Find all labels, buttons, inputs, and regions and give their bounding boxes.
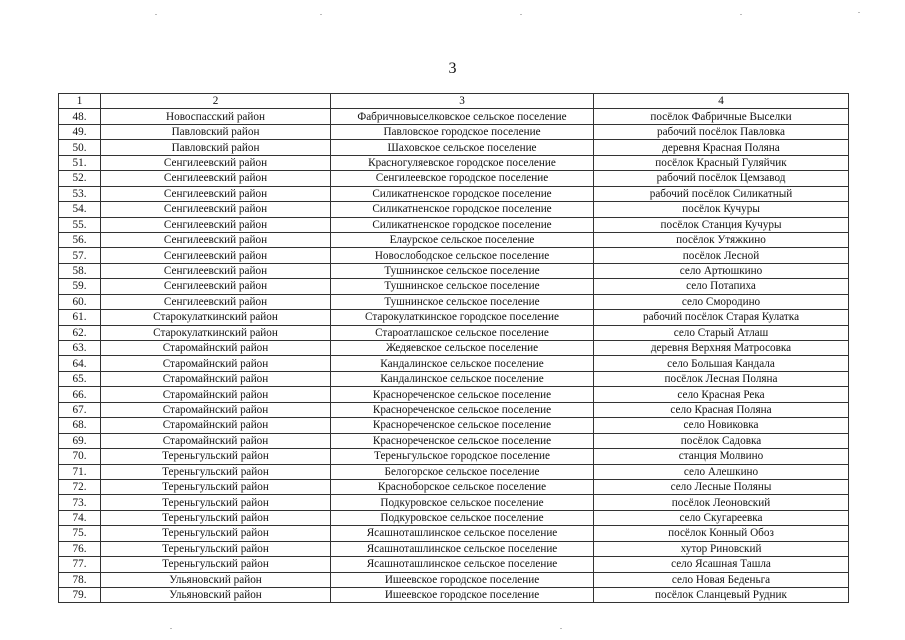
table-row bbox=[59, 402, 849, 417]
column-number-header: 1 bbox=[59, 94, 101, 109]
row-number-cell: 61. bbox=[59, 310, 101, 325]
settlement-cell: Новослободское сельское поселение bbox=[331, 248, 594, 263]
settlement-cell: Тушнинское сельское поселение bbox=[331, 279, 594, 294]
table-row bbox=[59, 356, 849, 371]
table-row bbox=[59, 232, 849, 247]
row-number-cell: 58. bbox=[59, 263, 101, 278]
settlement-cell: Красноборское сельское поселение bbox=[331, 479, 594, 494]
table-row bbox=[59, 341, 849, 356]
table-row bbox=[59, 217, 849, 232]
locality-cell: деревня Красная Поляна bbox=[594, 140, 849, 155]
locality-cell: посёлок Сланцевый Рудник bbox=[594, 588, 849, 603]
table-row bbox=[59, 263, 849, 278]
settlement-cell: Ясашноташлинское сельское поселение bbox=[331, 526, 594, 541]
district-cell: Сенгилеевский район bbox=[101, 232, 331, 247]
locality-cell: село Красная Река bbox=[594, 387, 849, 402]
settlement-cell: Павловское городское поселение bbox=[331, 124, 594, 139]
settlement-cell: Фабричновыселковское сельское поселение bbox=[331, 109, 594, 124]
table-row bbox=[59, 186, 849, 201]
district-cell: Ульяновский район bbox=[101, 572, 331, 587]
settlement-cell: Подкуровское сельское поселение bbox=[331, 495, 594, 510]
district-cell: Старомайнский район bbox=[101, 356, 331, 371]
column-district-header: 2 bbox=[101, 94, 331, 109]
settlement-cell: Ясашноташлинское сельское поселение bbox=[331, 541, 594, 556]
scan-artifact bbox=[520, 14, 522, 15]
table-row bbox=[59, 294, 849, 309]
district-cell: Старомайнский район bbox=[101, 387, 331, 402]
table-row bbox=[59, 449, 849, 464]
locality-cell: рабочий посёлок Силикатный bbox=[594, 186, 849, 201]
row-number-cell: 71. bbox=[59, 464, 101, 479]
settlement-cell: Елаурское сельское поселение bbox=[331, 232, 594, 247]
settlement-cell: Сенгилеевское городское поселение bbox=[331, 171, 594, 186]
locality-cell: посёлок Лесной bbox=[594, 248, 849, 263]
locality-cell: рабочий посёлок Цемзавод bbox=[594, 171, 849, 186]
settlement-cell: Ишеевское городское поселение bbox=[331, 572, 594, 587]
district-cell: Павловский район bbox=[101, 140, 331, 155]
row-number-cell: 55. bbox=[59, 217, 101, 232]
table-row bbox=[59, 109, 849, 124]
settlement-cell: Силикатненское городское поселение bbox=[331, 186, 594, 201]
locality-cell: станция Молвино bbox=[594, 449, 849, 464]
table-row bbox=[59, 510, 849, 525]
district-cell: Сенгилеевский район bbox=[101, 294, 331, 309]
row-number-cell: 51. bbox=[59, 155, 101, 170]
row-number-cell: 67. bbox=[59, 402, 101, 417]
settlement-cell: Силикатненское городское поселение bbox=[331, 217, 594, 232]
district-cell: Тереньгульский район bbox=[101, 541, 331, 556]
settlement-cell: Староатлашское сельское поселение bbox=[331, 325, 594, 340]
settlement-cell: Старокулаткинское городское поселение bbox=[331, 310, 594, 325]
settlement-cell: Краснореченское сельское поселение bbox=[331, 387, 594, 402]
row-number-cell: 52. bbox=[59, 171, 101, 186]
district-cell: Тереньгульский район bbox=[101, 449, 331, 464]
district-cell: Сенгилеевский район bbox=[101, 202, 331, 217]
row-number-cell: 56. bbox=[59, 232, 101, 247]
row-number-cell: 70. bbox=[59, 449, 101, 464]
settlement-cell: Тушнинское сельское поселение bbox=[331, 263, 594, 278]
locality-cell: деревня Верхняя Матросовка bbox=[594, 341, 849, 356]
row-number-cell: 77. bbox=[59, 557, 101, 572]
district-cell: Сенгилеевский район bbox=[101, 186, 331, 201]
table-row bbox=[59, 155, 849, 170]
settlement-cell: Шаховское сельское поселение bbox=[331, 140, 594, 155]
district-cell: Старомайнский район bbox=[101, 402, 331, 417]
locality-cell: хутор Риновский bbox=[594, 541, 849, 556]
row-number-cell: 68. bbox=[59, 418, 101, 433]
district-cell: Старокулаткинский район bbox=[101, 325, 331, 340]
locality-cell: посёлок Конный Обоз bbox=[594, 526, 849, 541]
district-cell: Новоспасский район bbox=[101, 109, 331, 124]
table-row bbox=[59, 588, 849, 603]
table-row bbox=[59, 418, 849, 433]
locality-cell: посёлок Утяжкино bbox=[594, 232, 849, 247]
table-row bbox=[59, 464, 849, 479]
table-row bbox=[59, 202, 849, 217]
district-cell: Старомайнский район bbox=[101, 433, 331, 448]
locality-cell: посёлок Красный Гуляйчик bbox=[594, 155, 849, 170]
table-row bbox=[59, 310, 849, 325]
table-row bbox=[59, 572, 849, 587]
table-row bbox=[59, 526, 849, 541]
table-row bbox=[59, 387, 849, 402]
settlement-cell: Кандалинское сельское поселение bbox=[331, 371, 594, 386]
row-number-cell: 75. bbox=[59, 526, 101, 541]
register-table-body bbox=[59, 94, 849, 603]
locality-cell: посёлок Кучуры bbox=[594, 202, 849, 217]
table-row bbox=[59, 433, 849, 448]
row-number-cell: 48. bbox=[59, 109, 101, 124]
scan-artifact bbox=[170, 628, 172, 629]
locality-cell: село Ясашная Ташла bbox=[594, 557, 849, 572]
district-cell: Тереньгульский район bbox=[101, 464, 331, 479]
district-cell: Старокулаткинский район bbox=[101, 310, 331, 325]
district-cell: Ульяновский район bbox=[101, 588, 331, 603]
locality-cell: село Артюшкино bbox=[594, 263, 849, 278]
locality-cell: посёлок Станция Кучуры bbox=[594, 217, 849, 232]
locality-cell: село Скугареевка bbox=[594, 510, 849, 525]
settlement-cell: Подкуровское сельское поселение bbox=[331, 510, 594, 525]
locality-cell: посёлок Лесная Поляна bbox=[594, 371, 849, 386]
column-locality-header: 4 bbox=[594, 94, 849, 109]
locality-cell: село Алешкино bbox=[594, 464, 849, 479]
district-cell: Старомайнский район bbox=[101, 418, 331, 433]
row-number-cell: 69. bbox=[59, 433, 101, 448]
table-row bbox=[59, 325, 849, 340]
locality-cell: село Новая Беденьга bbox=[594, 572, 849, 587]
settlement-cell: Белогорское сельское поселение bbox=[331, 464, 594, 479]
district-cell: Тереньгульский район bbox=[101, 479, 331, 494]
district-cell: Старомайнский район bbox=[101, 341, 331, 356]
settlement-cell: Краснореченское сельское поселение bbox=[331, 418, 594, 433]
settlement-cell: Кандалинское сельское поселение bbox=[331, 356, 594, 371]
district-cell: Сенгилеевский район bbox=[101, 171, 331, 186]
row-number-cell: 65. bbox=[59, 371, 101, 386]
settlement-cell: Тереньгульское городское поселение bbox=[331, 449, 594, 464]
locality-cell: село Старый Атлаш bbox=[594, 325, 849, 340]
table-row bbox=[59, 371, 849, 386]
locality-cell: село Лесные Поляны bbox=[594, 479, 849, 494]
column-settlement-header: 3 bbox=[331, 94, 594, 109]
row-number-cell: 63. bbox=[59, 341, 101, 356]
locality-cell: село Потапиха bbox=[594, 279, 849, 294]
row-number-cell: 62. bbox=[59, 325, 101, 340]
district-cell: Тереньгульский район bbox=[101, 495, 331, 510]
row-number-cell: 73. bbox=[59, 495, 101, 510]
row-number-cell: 66. bbox=[59, 387, 101, 402]
row-number-cell: 72. bbox=[59, 479, 101, 494]
table-row bbox=[59, 124, 849, 139]
locality-cell: рабочий посёлок Старая Кулатка bbox=[594, 310, 849, 325]
district-cell: Сенгилеевский район bbox=[101, 263, 331, 278]
district-cell: Сенгилеевский район bbox=[101, 217, 331, 232]
table-row bbox=[59, 171, 849, 186]
locality-cell: село Большая Кандала bbox=[594, 356, 849, 371]
row-number-cell: 49. bbox=[59, 124, 101, 139]
row-number-cell: 60. bbox=[59, 294, 101, 309]
district-cell: Сенгилеевский район bbox=[101, 279, 331, 294]
table-row bbox=[59, 248, 849, 263]
district-cell: Тереньгульский район bbox=[101, 557, 331, 572]
row-number-cell: 50. bbox=[59, 140, 101, 155]
locality-cell: село Красная Поляна bbox=[594, 402, 849, 417]
table-row bbox=[59, 495, 849, 510]
table-row bbox=[59, 140, 849, 155]
row-number-cell: 79. bbox=[59, 588, 101, 603]
row-number-cell: 59. bbox=[59, 279, 101, 294]
table-row bbox=[59, 279, 849, 294]
table-row bbox=[59, 557, 849, 572]
district-cell: Павловский район bbox=[101, 124, 331, 139]
row-number-cell: 57. bbox=[59, 248, 101, 263]
page-number: 3 bbox=[448, 60, 457, 77]
locality-cell: посёлок Леоновский bbox=[594, 495, 849, 510]
locality-cell: рабочий посёлок Павловка bbox=[594, 124, 849, 139]
row-number-cell: 76. bbox=[59, 541, 101, 556]
settlement-cell: Жедяевское сельское поселение bbox=[331, 341, 594, 356]
scan-artifact bbox=[320, 14, 322, 15]
settlement-cell: Краснореченское сельское поселение bbox=[331, 433, 594, 448]
locality-cell: посёлок Садовка bbox=[594, 433, 849, 448]
locality-cell: посёлок Фабричные Выселки bbox=[594, 109, 849, 124]
district-cell: Сенгилеевский район bbox=[101, 248, 331, 263]
scan-artifact bbox=[858, 12, 860, 13]
district-cell: Старомайнский район bbox=[101, 371, 331, 386]
locality-cell: село Смородино bbox=[594, 294, 849, 309]
settlement-cell: Силикатненское городское поселение bbox=[331, 202, 594, 217]
district-cell: Сенгилеевский район bbox=[101, 155, 331, 170]
table-header-row bbox=[59, 94, 849, 109]
row-number-cell: 64. bbox=[59, 356, 101, 371]
settlement-cell: Ясашноташлинское сельское поселение bbox=[331, 557, 594, 572]
row-number-cell: 78. bbox=[59, 572, 101, 587]
row-number-cell: 53. bbox=[59, 186, 101, 201]
row-number-cell: 74. bbox=[59, 510, 101, 525]
settlement-cell: Ишеевское городское поселение bbox=[331, 588, 594, 603]
register-table bbox=[58, 93, 849, 603]
scan-artifact bbox=[560, 628, 562, 629]
district-cell: Тереньгульский район bbox=[101, 510, 331, 525]
settlement-cell: Тушнинское сельское поселение bbox=[331, 294, 594, 309]
settlement-cell: Красногуляевское городское поселение bbox=[331, 155, 594, 170]
scan-artifact bbox=[155, 14, 157, 15]
scan-artifact bbox=[740, 14, 742, 15]
table-row bbox=[59, 541, 849, 556]
locality-cell: село Новиковка bbox=[594, 418, 849, 433]
row-number-cell: 54. bbox=[59, 202, 101, 217]
district-cell: Тереньгульский район bbox=[101, 526, 331, 541]
settlement-cell: Краснореченское сельское поселение bbox=[331, 402, 594, 417]
table-row bbox=[59, 479, 849, 494]
